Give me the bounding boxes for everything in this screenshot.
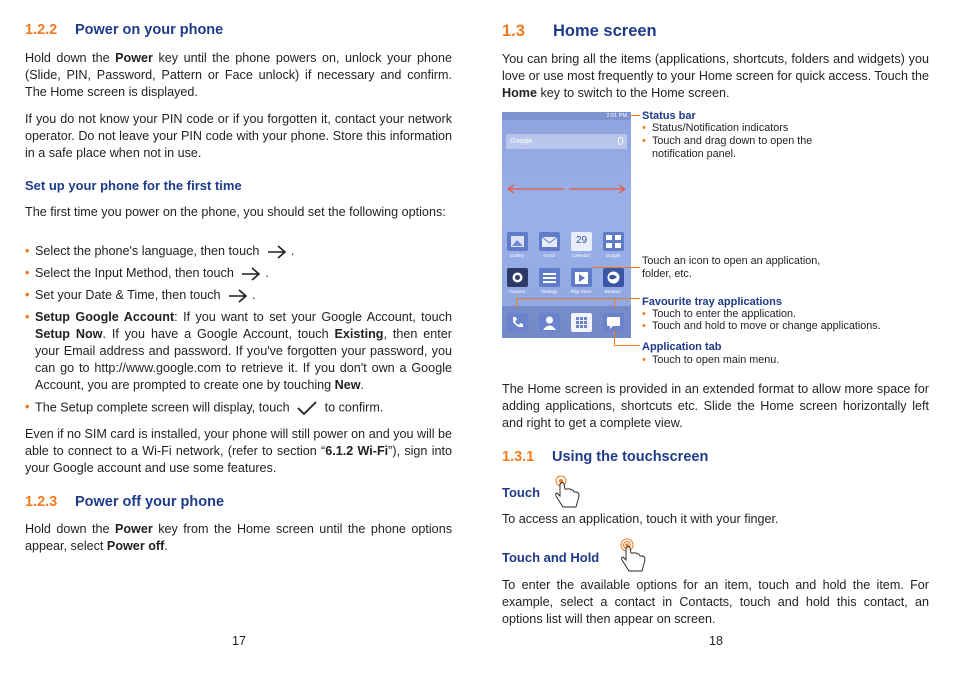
microphone-icon <box>618 137 623 145</box>
section-heading-1-2-2: 1.2.2 Power on your phone <box>25 22 224 38</box>
arrow-right-icon <box>240 267 262 281</box>
arrow-right-icon <box>266 245 288 259</box>
bullet-google-account: • Setup Google Account: If you want to set your Google Account, touch Setup Now. If you have a Google Account, touch Existing, then enter your Email address and password. If you've forgotten your password, you can go to http://www.google.com to retrieve it. If you don't own a Google Account, you are prompted to create one by touching New. <box>25 310 452 392</box>
subheading-touch: Touch <box>502 485 541 500</box>
section-heading-1-3: 1.3 Home screen <box>502 22 657 40</box>
contacts-app-icon[interactable] <box>539 313 560 332</box>
arrow-right-icon <box>227 289 249 303</box>
calendar-app-icon[interactable]: 29 <box>571 232 592 251</box>
callout-line-app-tab <box>614 345 640 346</box>
subheading-setup: Set up your phone for the first time <box>25 178 242 193</box>
browser-app-icon[interactable] <box>603 268 624 287</box>
section-heading-1-2-3: 1.2.3 Power off your phone <box>25 494 225 510</box>
swipe-arrows-icon <box>506 184 627 194</box>
callout-status-item: • Touch and drag down to open the notification panel. <box>642 135 813 160</box>
callout-app-item: • Touch to open main menu. <box>642 354 780 366</box>
callout-line-tray <box>516 298 640 299</box>
callout-status-item: • Status/Notification indicators <box>642 122 789 134</box>
camera-app-icon[interactable] <box>507 268 528 287</box>
left-page <box>25 0 452 678</box>
paragraph-touch: To access an application, touch it with your finger. <box>502 512 779 526</box>
paragraph-power-on: Hold down the Power key until the phone powers on, unlock your phone (Slide, PIN, Password, Pattern or Face unlock) if necessary and confirm. The Home screen is displayed. <box>25 51 452 99</box>
home-screen-mockup: 2:01 PM Google 29 Gallery Email Calendar Google Camera Settings Play Store Browser <box>502 112 631 338</box>
page-number-left: 17 <box>232 634 246 648</box>
checkmark-icon <box>296 399 318 417</box>
section-heading-1-3-1: 1.3.1 Using the touchscreen <box>502 449 709 465</box>
callout-touch-icon: Touch an icon to open an application, folder, etc. <box>642 255 821 280</box>
callout-fav-item: • Touch to enter the application. <box>642 308 797 320</box>
callout-status-bar: Status bar <box>642 110 696 122</box>
subheading-touch-and-hold: Touch and Hold <box>502 550 600 565</box>
email-app-icon[interactable] <box>539 232 560 251</box>
settings-app-icon[interactable] <box>539 268 560 287</box>
google-search-bar[interactable]: Google <box>506 134 627 149</box>
page-number-right: 18 <box>709 634 723 648</box>
callout-application-tab: Application tab <box>642 341 722 353</box>
bullet-input-method: • Select the Input Method, then touch . <box>25 266 269 280</box>
phone-app-icon[interactable] <box>507 313 528 332</box>
application-tab-icon[interactable] <box>571 313 592 332</box>
google-folder-icon[interactable] <box>603 232 624 251</box>
paragraph-first-time: The first time you power on the phone, you should set the following options: <box>25 205 446 219</box>
paragraph-no-sim: Even if no SIM card is installed, your phone will still power on and you will be able to connect to a Wi-Fi network, (refer to section “6.1.2 Wi-Fi”), sign into your Google account and use some features. <box>25 427 453 475</box>
paragraph-power-off: Hold down the Power key from the Home screen until the phone options appear, select Power off. <box>25 522 452 553</box>
paragraph-pin-code: If you do not know your PIN code or if you forgotten it, contact your network operator. Do not leave your PIN code with your phone. Store this information in a safe place when not in use. <box>25 112 452 160</box>
touch-gesture-icon <box>552 474 584 512</box>
status-bar: 2:01 PM <box>502 112 631 120</box>
paragraph-extended-format: The Home screen is provided in an extended format to allow more space for adding applications, shortcuts etc. Slide the Home screen horizontally left and right to get a complete view. <box>502 382 929 430</box>
paragraph-touch-and-hold: To enter the available options for an item, touch and hold the item. For example, select a contact in Contacts, touch and hold this contact, an options list will then appear on screen. <box>502 578 929 626</box>
callout-line-icon <box>592 267 640 268</box>
callout-favourite-tray: Favourite tray applications <box>642 296 782 308</box>
paragraph-home-screen: You can bring all the items (applications, shortcuts, folders and widgets) you love or use most frequently to your Home screen for quick access. Touch the Home key to switch to the Home screen. <box>502 52 929 100</box>
bullet-date-time: • Set your Date & Time, then touch . <box>25 288 256 302</box>
gallery-app-icon[interactable] <box>507 232 528 251</box>
bullet-language: • Select the phone's language, then touch . <box>25 244 295 258</box>
callout-fav-item: • Touch and hold to move or change applications. <box>642 320 881 332</box>
play-store-app-icon[interactable] <box>571 268 592 287</box>
right-page <box>502 0 929 678</box>
callout-line-status <box>631 115 640 116</box>
bullet-setup-complete: • The Setup complete screen will display, touch to confirm. <box>25 399 452 417</box>
touch-and-hold-gesture-icon <box>618 538 650 576</box>
